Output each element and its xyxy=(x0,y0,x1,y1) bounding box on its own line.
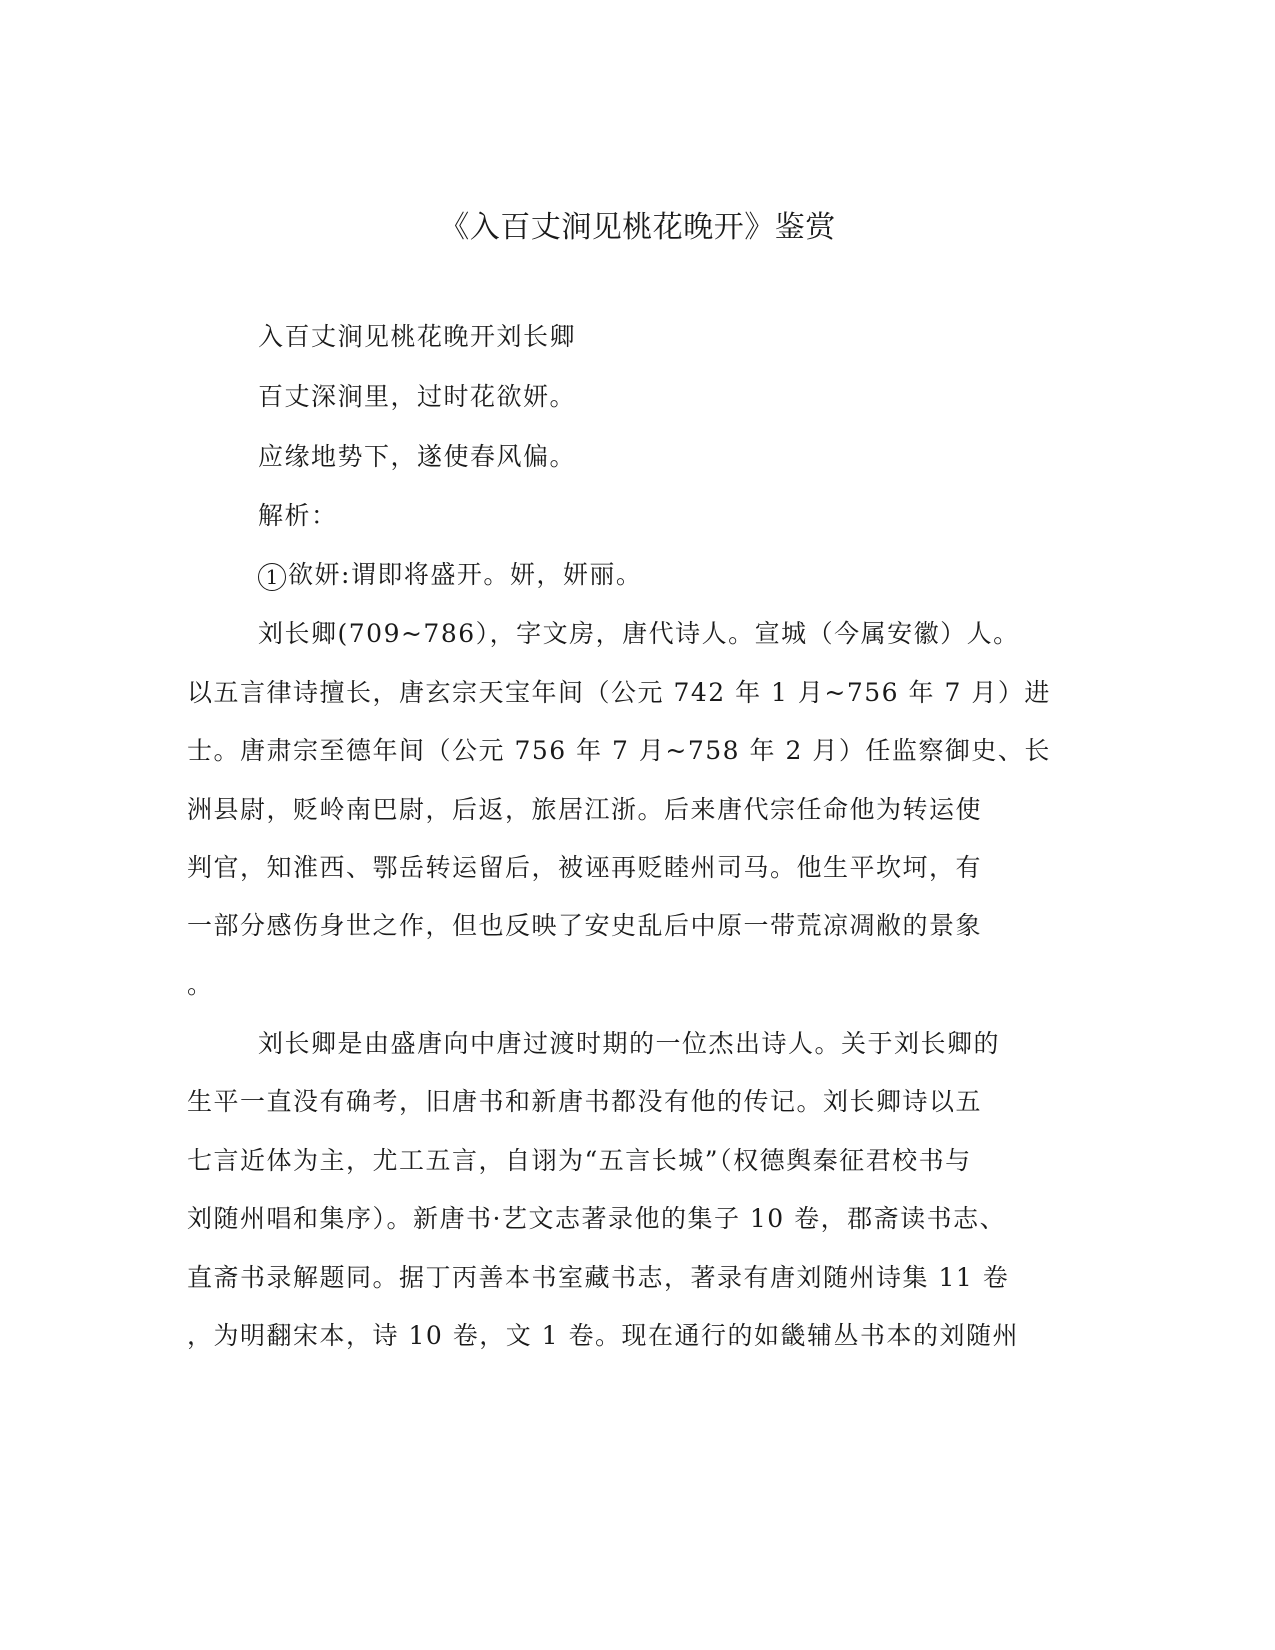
paragraph-1-line: 判官，知淮西、鄂岳转运留后，被诬再贬睦州司马。他生平坎坷，有 xyxy=(187,853,983,882)
paragraph-1-line: 士。唐肃宗至德年间（公元 756 年 7 月~758 年 2 月）任监察御史、长 xyxy=(187,736,1051,765)
paragraph-2-line: 七言近体为主，尤工五言，自诩为“五言长城”（权德舆秦征君校书与 xyxy=(187,1146,972,1175)
paragraph-2-line: 生平一直没有确考，旧唐书和新唐书都没有他的传记。刘长卿诗以五 xyxy=(187,1087,983,1116)
document-title: 《入百丈涧见桃花晚开》鉴赏 xyxy=(439,210,836,245)
paragraph-2-line: ，为明翻宋本，诗 10 卷，文 1 卷。现在通行的如畿辅丛书本的刘随州 xyxy=(187,1321,1020,1350)
annotation-text: 欲妍:谓即将盛开。妍，妍丽。 xyxy=(288,560,643,589)
paragraph-2-line: 直斋书录解题同。据丁丙善本书室藏书志，著录有唐刘随州诗集 11 卷 xyxy=(187,1263,1010,1292)
paragraph-1-line: 一部分感伤身世之作，但也反映了安史乱后中原一带荒凉凋敝的景象 xyxy=(187,911,983,940)
circled-number-marker: 1 xyxy=(258,563,286,591)
paragraph-1-line: 洲县尉，贬岭南巴尉，后返，旅居江浙。后来唐代宗任命他为转运使 xyxy=(187,795,983,824)
paragraph-2-line: 刘长卿是由盛唐向中唐过渡时期的一位杰出诗人。关于刘长卿的 xyxy=(258,1029,1001,1058)
poem-line-1: 百丈深涧里，过时花欲妍。 xyxy=(258,382,577,411)
analysis-label: 解析： xyxy=(258,501,338,530)
annotation-note xyxy=(258,558,642,592)
paragraph-2-line: 刘随州唱和集序）。新唐书·艺文志著录他的集子 10 卷，郡斋读书志、 xyxy=(187,1204,1007,1233)
paragraph-1-line: 刘长卿(709~786），字文房，唐代诗人。宣城（今属安徽）人。 xyxy=(258,619,1020,648)
paragraph-1-line: 以五言律诗擅长，唐玄宗天宝年间（公元 742 年 1 月~756 年 7 月）进 xyxy=(187,678,1051,707)
poem-line-2: 应缘地势下，遂使春风偏。 xyxy=(258,442,577,471)
paragraph-1-line: 。 xyxy=(187,970,214,999)
poem-heading: 入百丈涧见桃花晚开刘长卿 xyxy=(258,322,577,351)
